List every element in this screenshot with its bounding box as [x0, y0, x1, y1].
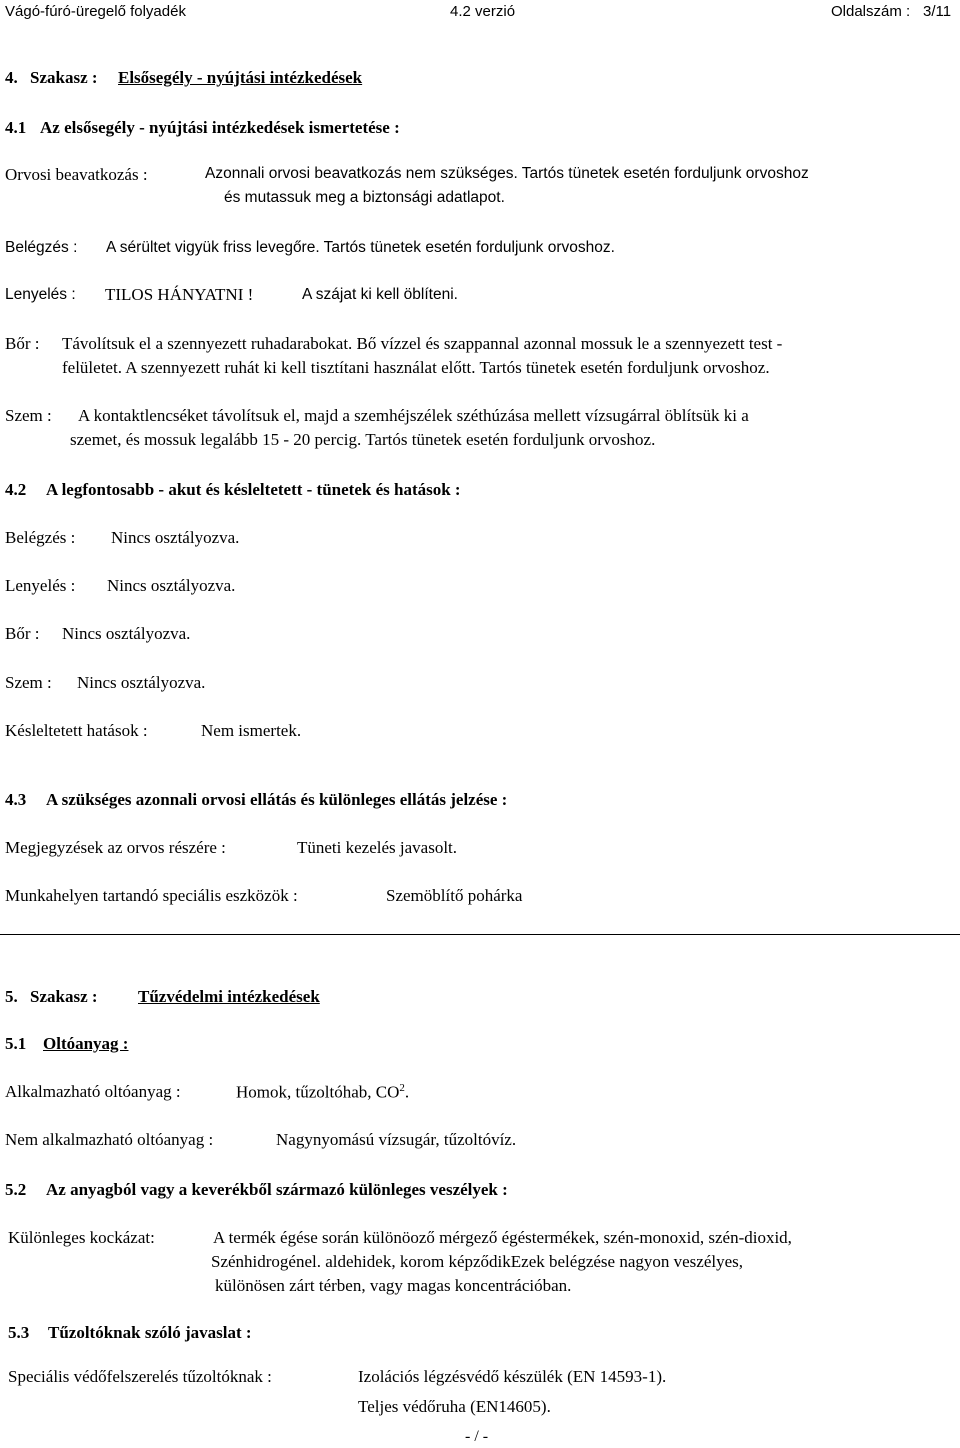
tunetek-szem-label: Szem : [5, 673, 52, 692]
tunetek-belegzes-value: Nincs osztályozva. [111, 528, 240, 547]
subsection-5-2-title: Az anyagból vagy a keverékből származó különleges veszélyek : [46, 1180, 508, 1199]
belegzes-text: A sérültet vigyük friss levegőre. Tartós tünetek esetén forduljunk orvoshoz. [106, 239, 615, 256]
tunetek-bor-label: Bőr : [5, 624, 40, 643]
kesleltetett-hatasok-label: Késleltetett hatások : [5, 721, 148, 740]
header-page-number: 3/11 [923, 3, 952, 20]
lenyeles-text-2: A szájat ki kell öblíteni. [302, 286, 458, 303]
subsection-5-1-title: Oltóanyag : [43, 1034, 129, 1053]
munkahelyen-eszkozok-value: Szemöblítő pohárka [386, 886, 523, 905]
bor-line-2: felületet. A szennyezett ruhát ki kell tisztítani használat előtt. Tartós tünetek esetén forduljunk orvoshoz. [62, 358, 770, 377]
section-5-title: Tűzvédelmi intézkedések [138, 987, 320, 1006]
tunetek-lenyeles-value: Nincs osztályozva. [107, 576, 236, 595]
section-4-label: Szakasz : [30, 68, 98, 87]
kulonleges-kockazat-line-3: különösen zárt térben, vagy magas koncentrációban. [215, 1276, 572, 1295]
tunetek-belegzes-label: Belégzés : [5, 528, 76, 547]
vedofelszereles-line-1: Izolációs légzésvédő készülék (EN 14593-1). [358, 1367, 667, 1386]
alkalmazhato-oltoanyag-label: Alkalmazható oltóanyag : [5, 1082, 181, 1101]
megjegyzesek-value: Tüneti kezelés javasolt. [297, 838, 458, 857]
kesleltetett-hatasok-value: Nem ismertek. [201, 721, 302, 740]
kulonleges-kockazat-line-2: Szénhidrogénel. aldehidek, korom képződikEzek belégzése nagyon veszélyes, [211, 1252, 743, 1271]
header-product-name: Vágó-fúró-üregelő folyadék [5, 3, 186, 20]
vedofelszereles-line-2: Teljes védőruha (EN14605). [358, 1397, 551, 1416]
subsection-5-1-number: 5.1 [5, 1034, 27, 1053]
header-version: 4.2 verzió [450, 3, 516, 20]
lenyeles-text-1: TILOS HÁNYATNI ! [105, 285, 254, 304]
orvosi-beavatkozas-label: Orvosi beavatkozás : [5, 165, 148, 184]
szem-line-2: szemet, és mossuk legalább 15 - 20 percig. Tartós tünetek esetén forduljunk orvoshoz. [70, 430, 656, 449]
megjegyzesek-label: Megjegyzések az orvos részére : [5, 838, 226, 857]
alkalmazhato-oltoanyag-value: Homok, tűzoltóhab, $CO^2$. [236, 1082, 410, 1102]
page-footer-marker: - / - [465, 1428, 489, 1445]
bor-line-1: Távolítsuk el a szennyezett ruhadarabokat. Bő vízzel és szappannal azonnal mossuk le a szennyezett test - [62, 334, 783, 353]
tunetek-lenyeles-label: Lenyelés : [5, 576, 76, 595]
subsection-5-3-number: 5.3 [8, 1323, 30, 1342]
orvosi-beavatkozas-line-2: és mutassuk meg a biztonsági adatlapot. [224, 189, 505, 206]
section-5-number: 5. [5, 987, 18, 1006]
bor-label: Bőr : [5, 334, 40, 353]
lenyeles-label: Lenyelés : [5, 286, 76, 303]
subsection-5-3-title: Tűzoltóknak szóló javaslat : [48, 1323, 252, 1342]
kulonleges-kockazat-line-1: A termék égése során különöoző mérgező égéstermékek, szén-monoxid, szén-dioxid, [213, 1228, 792, 1247]
co2-subscript: 2 [399, 1082, 405, 1094]
tunetek-szem-value: Nincs osztályozva. [77, 673, 206, 692]
szem-line-1: A kontaktlencséket távolítsuk el, majd a szemhéjszélek széthúzása mellett vízsugárral öblítsük ki a [78, 406, 749, 425]
munkahelyen-eszkozok-label: Munkahelyen tartandó speciális eszközök : [5, 886, 298, 905]
vedofelszereles-label: Speciális védőfelszerelés tűzoltóknak : [8, 1367, 272, 1386]
szem-label: Szem : [5, 406, 52, 425]
header-page-label: Oldalszám : [831, 3, 911, 20]
subsection-4-3-title: A szükséges azonnali orvosi ellátás és különleges ellátás jelzése : [46, 790, 508, 809]
section-5-label: Szakasz : [30, 987, 98, 1006]
nem-alkalmazhato-oltoanyag-label: Nem alkalmazható oltóanyag : [5, 1130, 214, 1149]
tunetek-bor-value: Nincs osztályozva. [62, 624, 191, 643]
subsection-5-2-number: 5.2 [5, 1180, 27, 1199]
subsection-4-1-number: 4.1 [5, 118, 27, 137]
kulonleges-kockazat-label: Különleges kockázat: [8, 1228, 155, 1247]
orvosi-beavatkozas-line-1: Azonnali orvosi beavatkozás nem szükséges. Tartós tünetek esetén forduljunk orvoshoz [205, 165, 809, 182]
belegzes-label: Belégzés : [5, 239, 78, 256]
section-4-title: Elsősegély - nyújtási intézkedések [118, 68, 363, 87]
subsection-4-1-title: Az elsősegély - nyújtási intézkedések ismertetése : [40, 118, 400, 137]
section-4-number: 4. [5, 68, 18, 87]
subsection-4-3-number: 4.3 [5, 790, 27, 809]
section-divider [0, 934, 960, 935]
nem-alkalmazhato-oltoanyag-value: Nagynyomású vízsugár, tűzoltóvíz. [276, 1130, 517, 1149]
subsection-4-2-title: A legfontosabb - akut és késleltetett - tünetek és hatások : [46, 480, 461, 499]
subsection-4-2-number: 4.2 [5, 480, 27, 499]
